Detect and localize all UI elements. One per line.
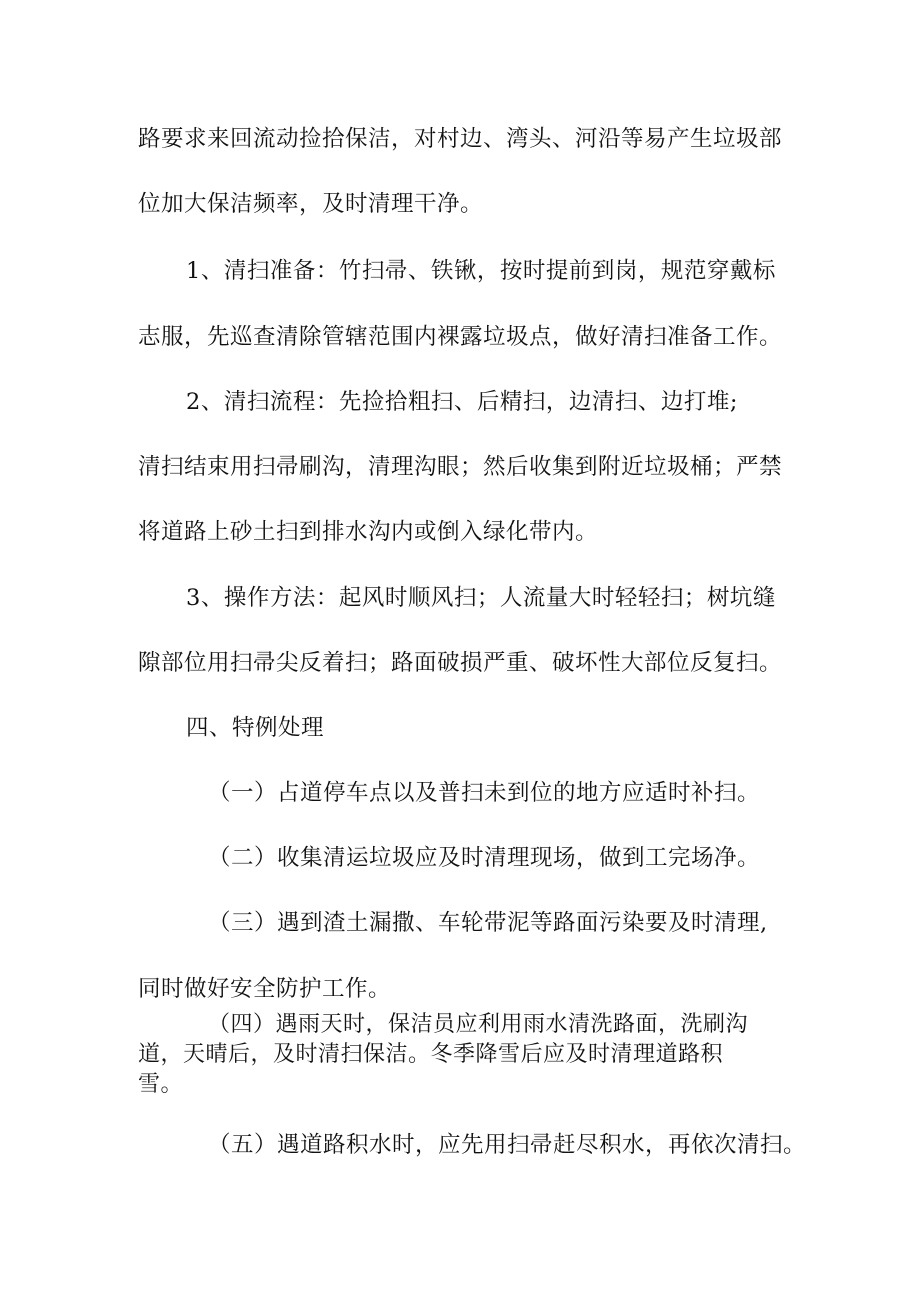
paragraph-line: 志服，先巡查清除管辖范围内裸露垃圾点，做好清扫准备工作。 — [138, 324, 783, 350]
sub-item-line: （二）收集清运垃圾应及时清理现场，做到工完场净。 — [208, 845, 761, 871]
paragraph-line: 将道路上砂土扫到排水沟内或倒入绿化带内。 — [138, 519, 599, 545]
list-item-line: 1、清扫准备：竹扫帚、铁锹，按时提前到岗，规范穿戴标 — [186, 258, 776, 284]
paragraph-line: 路要求来回流动捡拾保洁，对村边、湾头、河沿等易产生垃圾部 — [138, 126, 783, 152]
sub-item-line: （三）遇到渣土漏撒、车轮带泥等路面污染要及时清理, — [208, 910, 768, 936]
paragraph-line: 雪。 — [138, 1072, 184, 1097]
paragraph-line: 位加大保洁频率，及时清理干净。 — [138, 191, 484, 217]
paragraph-line: 同时做好安全防护工作。 — [138, 976, 392, 1002]
paragraph-line: 道，天晴后，及时清扫保洁。冬季降雪后应及时清理道路积 — [138, 1042, 724, 1067]
list-item-line: 2、清扫流程：先捡拾粗扫、后精扫，边清扫、边打堆; — [186, 389, 738, 415]
paragraph-line: 隙部位用扫帚尖反着扫；路面破损严重、破坏性大部位反复扫。 — [138, 650, 783, 676]
paragraph-line: 清扫结束用扫帚刷沟，清理沟眼；然后收集到附近垃圾桶；严禁 — [138, 454, 783, 480]
section-heading: 四、特例处理 — [186, 715, 325, 741]
list-item-line: 3、操作方法：起风时顺风扫；人流量大时轻轻扫；树坑缝 — [186, 585, 776, 611]
sub-item-line: （四）遇雨天时，保洁员应利用雨水清洗路面，洗刷沟 — [208, 1012, 749, 1037]
sub-item-line: （五）遇道路积水时，应先用扫帚赶尽积水，再依次清扫。 — [208, 1132, 807, 1158]
sub-item-line: （一）占道停车点以及普扫未到位的地方应适时补扫。 — [208, 780, 761, 806]
